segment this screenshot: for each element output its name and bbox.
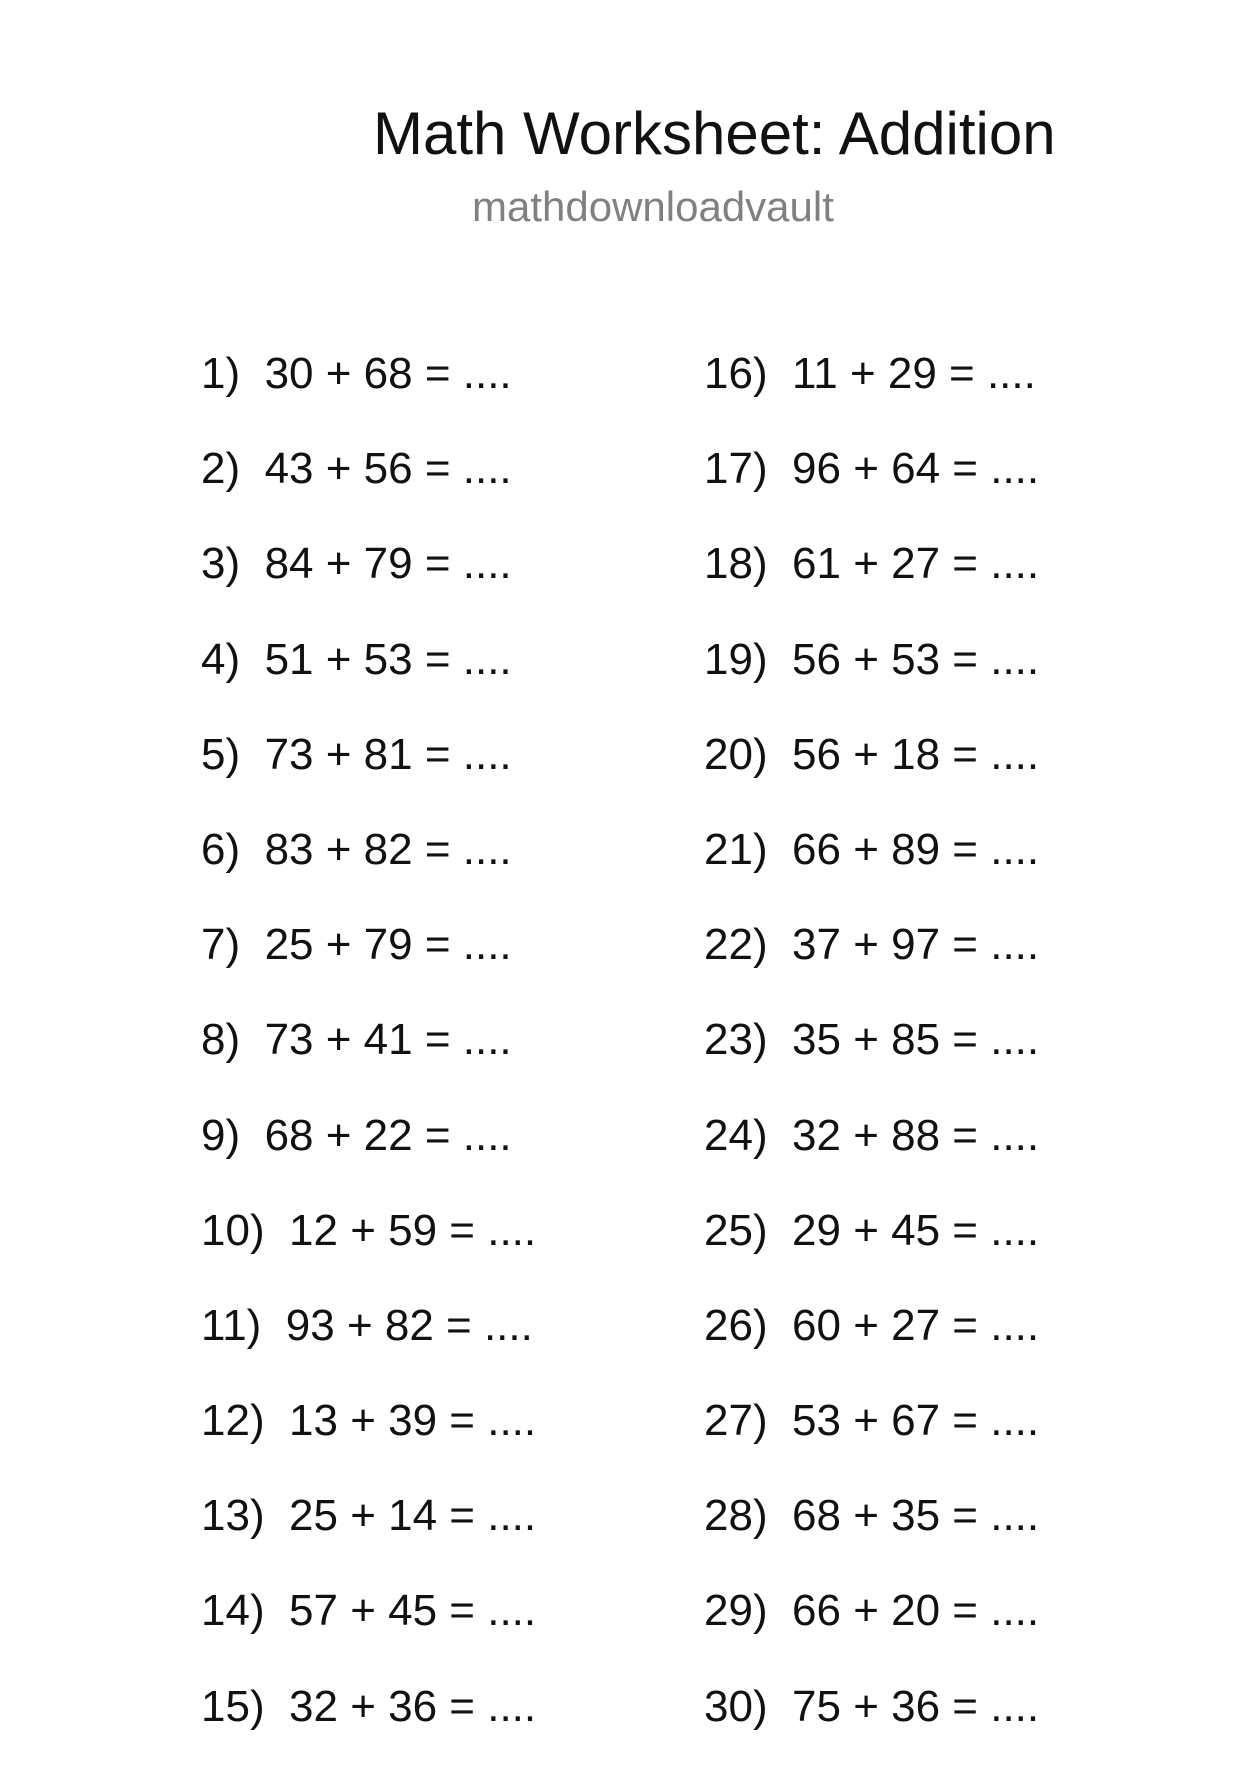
problem-item [704,1395,1039,1490]
problem-expression: 73 + 81 = .... [264,729,512,779]
problem-number: 14) [201,1586,265,1636]
problem-item [704,1110,1039,1205]
page-title: Math Worksheet: Addition [373,100,1056,167]
problem-number: 23) [704,1015,768,1065]
problem-number: 22) [704,920,768,970]
problem-number: 16) [704,349,768,398]
problem-expression: 61 + 27 = .... [792,539,1040,589]
problem-item [704,824,1039,919]
problem-expression: 13 + 39 = .... [289,1396,537,1446]
problem-number: 8) [201,1015,241,1065]
problem-expression: 66 + 20 = .... [792,1586,1040,1636]
problem-number: 12) [201,1396,265,1446]
problem-expression: 51 + 53 = .... [264,634,512,684]
problem-number: 20) [704,729,768,779]
problem-item [704,1681,1039,1776]
problem-expression: 25 + 79 = .... [264,920,512,970]
problem-number: 26) [704,1300,768,1350]
problem-expression: 66 + 89 = .... [792,824,1040,874]
problem-number: 15) [201,1681,265,1731]
problem-number: 6) [201,824,241,874]
problem-expression: 53 + 67 = .... [792,1396,1040,1446]
problem-item [704,348,1039,443]
problem-item [704,1205,1039,1300]
problem-item [704,919,1039,1014]
problem-expression: 57 + 45 = .... [289,1586,537,1636]
problem-number: 25) [704,1205,768,1255]
problem-item [704,1490,1039,1585]
problem-item [201,1490,536,1585]
problem-number: 1) [201,349,241,398]
problem-number: 18) [704,539,768,589]
problem-item [201,1014,536,1109]
problem-item [201,1300,536,1395]
problem-number: 5) [201,729,241,779]
problem-column-right [704,348,1039,1776]
problem-expression: 32 + 88 = .... [792,1110,1040,1160]
problem-expression: 73 + 41 = .... [264,1015,512,1065]
problem-number: 7) [201,920,241,970]
problem-number: 9) [201,1110,241,1160]
problem-item [201,1585,536,1680]
problem-column-left [201,348,536,1776]
problem-item [704,443,1039,538]
problem-expression: 29 + 45 = .... [792,1205,1040,1255]
problem-expression: 56 + 18 = .... [792,729,1040,779]
problem-number: 30) [704,1681,768,1731]
problem-item [201,1205,536,1300]
problem-expression: 68 + 35 = .... [792,1491,1040,1541]
problem-number: 3) [201,539,241,589]
problem-expression: 12 + 59 = .... [289,1205,537,1255]
problem-number: 2) [201,444,241,494]
problem-expression: 93 + 82 = .... [285,1300,533,1350]
problem-expression: 83 + 82 = .... [264,824,512,874]
problem-number: 19) [704,634,768,684]
problem-expression: 75 + 36 = .... [792,1681,1040,1731]
problem-expression: 11 + 29 = .... [792,349,1036,398]
problem-item [201,729,536,824]
problem-expression: 84 + 79 = .... [264,539,512,589]
problem-number: 17) [704,444,768,494]
problem-number: 13) [201,1491,265,1541]
problem-item [704,1585,1039,1680]
problem-expression: 60 + 27 = .... [792,1300,1040,1350]
problem-item [704,1300,1039,1395]
problem-expression: 56 + 53 = .... [792,634,1040,684]
problem-expression: 68 + 22 = .... [264,1110,512,1160]
problem-number: 24) [704,1110,768,1160]
problem-expression: 30 + 68 = .... [264,349,512,398]
problem-expression: 37 + 97 = .... [792,920,1040,970]
problem-expression: 43 + 56 = .... [264,444,512,494]
problem-item [201,538,536,633]
problem-item [201,348,536,443]
problem-expression: 25 + 14 = .... [289,1491,537,1541]
problem-number: 27) [704,1396,768,1446]
problem-item [201,1110,536,1205]
problem-item [201,443,536,538]
problem-expression: 32 + 36 = .... [289,1681,537,1731]
page-subtitle: mathdownloadvault [472,183,834,230]
problem-number: 10) [201,1205,265,1255]
problem-item [201,1395,536,1490]
problem-number: 28) [704,1491,768,1541]
problem-item [201,1681,536,1776]
problem-number: 11) [201,1300,262,1350]
problem-expression: 96 + 64 = .... [792,444,1040,494]
problem-number: 21) [704,824,768,874]
problem-item [704,634,1039,729]
problem-item [704,729,1039,824]
problem-item [201,634,536,729]
problem-item [201,824,536,919]
problem-item [704,538,1039,633]
problem-number: 29) [704,1586,768,1636]
problem-number: 4) [201,634,241,684]
problem-item [704,1014,1039,1109]
problem-item [201,919,536,1014]
problem-expression: 35 + 85 = .... [792,1015,1040,1065]
